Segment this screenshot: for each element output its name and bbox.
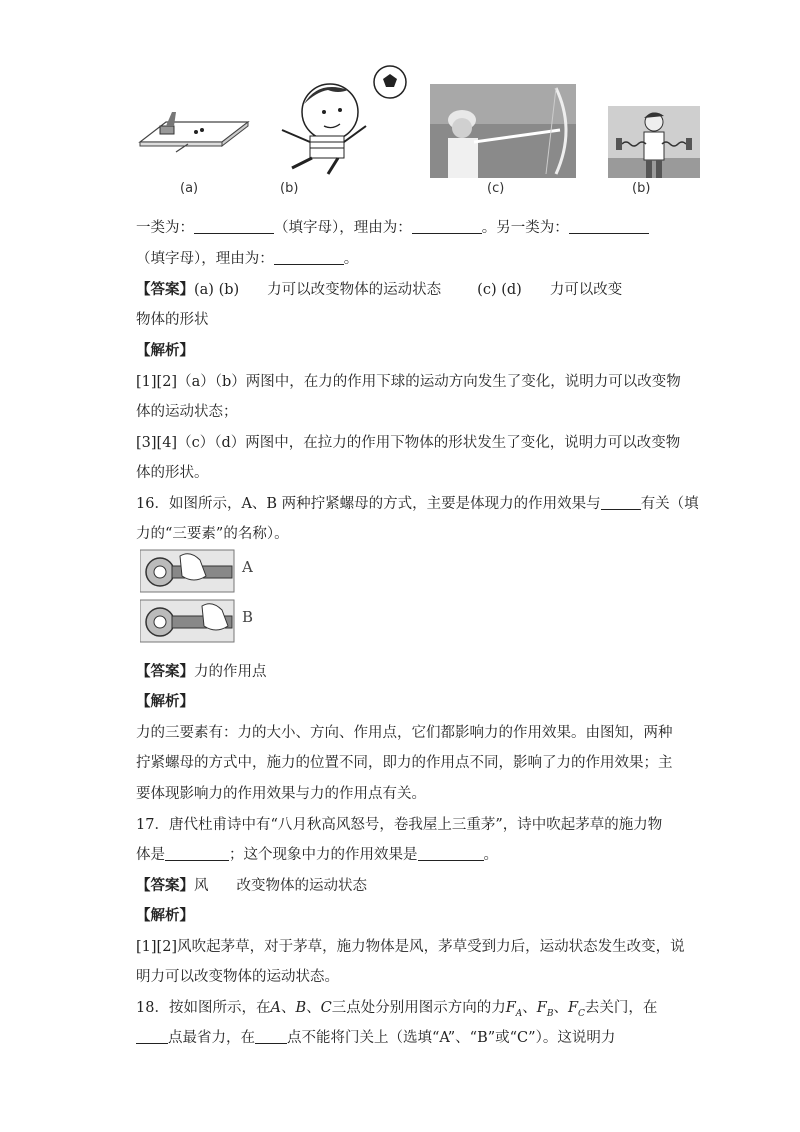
q18-text: 、 xyxy=(306,1000,321,1016)
blank xyxy=(165,846,229,861)
q16-line1 xyxy=(136,494,699,514)
blank xyxy=(569,219,649,234)
wrench-label-a: A xyxy=(242,558,253,576)
q15-line1 xyxy=(136,218,649,238)
q16-line2: 力的“三要素”的名称）。 xyxy=(136,526,289,542)
wrench-label-b: B xyxy=(242,608,254,626)
q17-analysis-line: 明力可以改变物体的运动状态。 xyxy=(136,969,339,985)
q16-analysis-tag: 【解析】 xyxy=(136,693,194,710)
sub-b: B xyxy=(546,1008,554,1019)
q18-text: 点最省力，在 xyxy=(168,1030,255,1046)
answer-tag: 【答案】 xyxy=(136,281,194,298)
q16-analysis-line: 要体现影响力的作用效果与力的作用点有关。 xyxy=(136,786,426,802)
blank xyxy=(194,219,274,234)
answer-text: 力可以改变 xyxy=(549,282,623,298)
q15-answer-line1 xyxy=(136,280,622,300)
q17-line1: 17．唐代杜甫诗中有“八月秋高风怒号，卷我屋上三重茅”，诗中吹起茅草的施力物 xyxy=(136,817,663,833)
q18-text: 18．按如图所示，在 xyxy=(136,1000,271,1016)
answer-text: 改变物体的运动状态 xyxy=(236,878,367,894)
q15-analysis-line: [3][4]（c）（d）两图中，在拉力的作用下物体的形状发生了变化，说明力可以改变物 xyxy=(136,435,681,451)
blank xyxy=(418,846,484,861)
q15-line2 xyxy=(136,249,358,269)
blank xyxy=(412,219,482,234)
blank xyxy=(255,1029,287,1044)
answer-text: 风 xyxy=(194,878,209,894)
answer-tag: 【答案】 xyxy=(136,877,194,894)
answer-text: (a) (b) xyxy=(194,282,240,298)
figure-d-spring-expander xyxy=(608,106,700,178)
answer-text: (c) (d) xyxy=(477,282,522,298)
figure-b-boy-heading-ball xyxy=(268,64,418,176)
q15-text: 。 xyxy=(343,251,359,267)
q17-analysis-line: [1][2]风吹起茅草，对于茅草，施力物体是风，茅草受到力后，运动状态发生改变，说 xyxy=(136,939,685,955)
q18-text: 、 xyxy=(280,1000,296,1016)
q16-analysis-line: 拧紧螺母的方式中，施力的位置不同，即力的作用点不同，影响了力的作用效果；主 xyxy=(136,755,673,771)
q15-analysis-line: 体的运动状态； xyxy=(136,404,238,420)
q15-analysis-line: [1][2]（a）（b）两图中，在力的作用下球的运动方向发生了变化，说明力可以改变物 xyxy=(136,374,681,390)
force-fc: F xyxy=(567,1000,579,1016)
blank xyxy=(136,1029,168,1044)
sub-a: A xyxy=(515,1008,523,1019)
q15-text: （填字母），理由为： xyxy=(274,220,412,236)
answer-text: 力可以改变物体的运动状态 xyxy=(267,282,442,298)
answer-tag: 【答案】 xyxy=(136,663,194,680)
point-c: C xyxy=(320,1000,332,1016)
caption-a: (a) xyxy=(180,181,199,196)
force-fb: F xyxy=(536,1000,547,1016)
q18-line1 xyxy=(136,998,657,1024)
point-a: A xyxy=(270,1000,281,1016)
q18-text: 去关门，在 xyxy=(584,1000,658,1016)
wrench-figure-a xyxy=(140,548,258,594)
q18-line2 xyxy=(136,1028,615,1048)
caption-b: (b) xyxy=(280,181,299,196)
q17-answer xyxy=(136,876,367,896)
answer-text: 力的作用点 xyxy=(194,664,267,680)
q18-text: 点不能将门关上（选填“A”、“B”或“C”）。这说明力 xyxy=(287,1030,616,1046)
point-b: B xyxy=(295,1000,307,1016)
force-fa: F xyxy=(505,1000,516,1016)
blank xyxy=(274,250,344,265)
q15-text: （填字母），理由为： xyxy=(136,251,274,267)
q15-analysis-line: 体的形状。 xyxy=(136,465,209,481)
sub-c: C xyxy=(578,1008,585,1019)
q16-text: 16．如图所示，A、B 两种拧紧螺母的方式，主要是体现力的作用效果与 xyxy=(136,496,601,512)
q17-line2 xyxy=(136,845,498,865)
q15-text: 。另一类为： xyxy=(481,220,569,236)
q18-text: 、 xyxy=(553,1000,568,1016)
q15-answer-line2: 物体的形状 xyxy=(136,312,209,328)
q15-analysis-tag: 【解析】 xyxy=(136,342,194,359)
q18-text: 三点处分别用图示方向的力 xyxy=(331,1000,506,1016)
q17-text: ；这个现象中力的作用效果是 xyxy=(229,847,418,863)
caption-d: (b) xyxy=(632,181,651,196)
q18-text: 、 xyxy=(522,1000,537,1016)
blank xyxy=(601,495,641,510)
q17-analysis-tag: 【解析】 xyxy=(136,907,194,924)
q16-analysis-line: 力的三要素有：力的大小、方向、作用点，它们都影响力的作用效果。由图知，两种 xyxy=(136,725,673,741)
q17-text: 体是 xyxy=(136,847,165,863)
q15-text: 一类为： xyxy=(136,220,194,236)
q16-answer xyxy=(136,662,267,682)
caption-c: (c) xyxy=(487,181,505,196)
figure-c-archer xyxy=(430,84,576,178)
q17-text: 。 xyxy=(483,847,498,863)
figure-a-cart-on-board xyxy=(136,106,252,170)
wrench-figure-b xyxy=(140,598,258,644)
q16-text: 有关（填 xyxy=(640,496,699,512)
